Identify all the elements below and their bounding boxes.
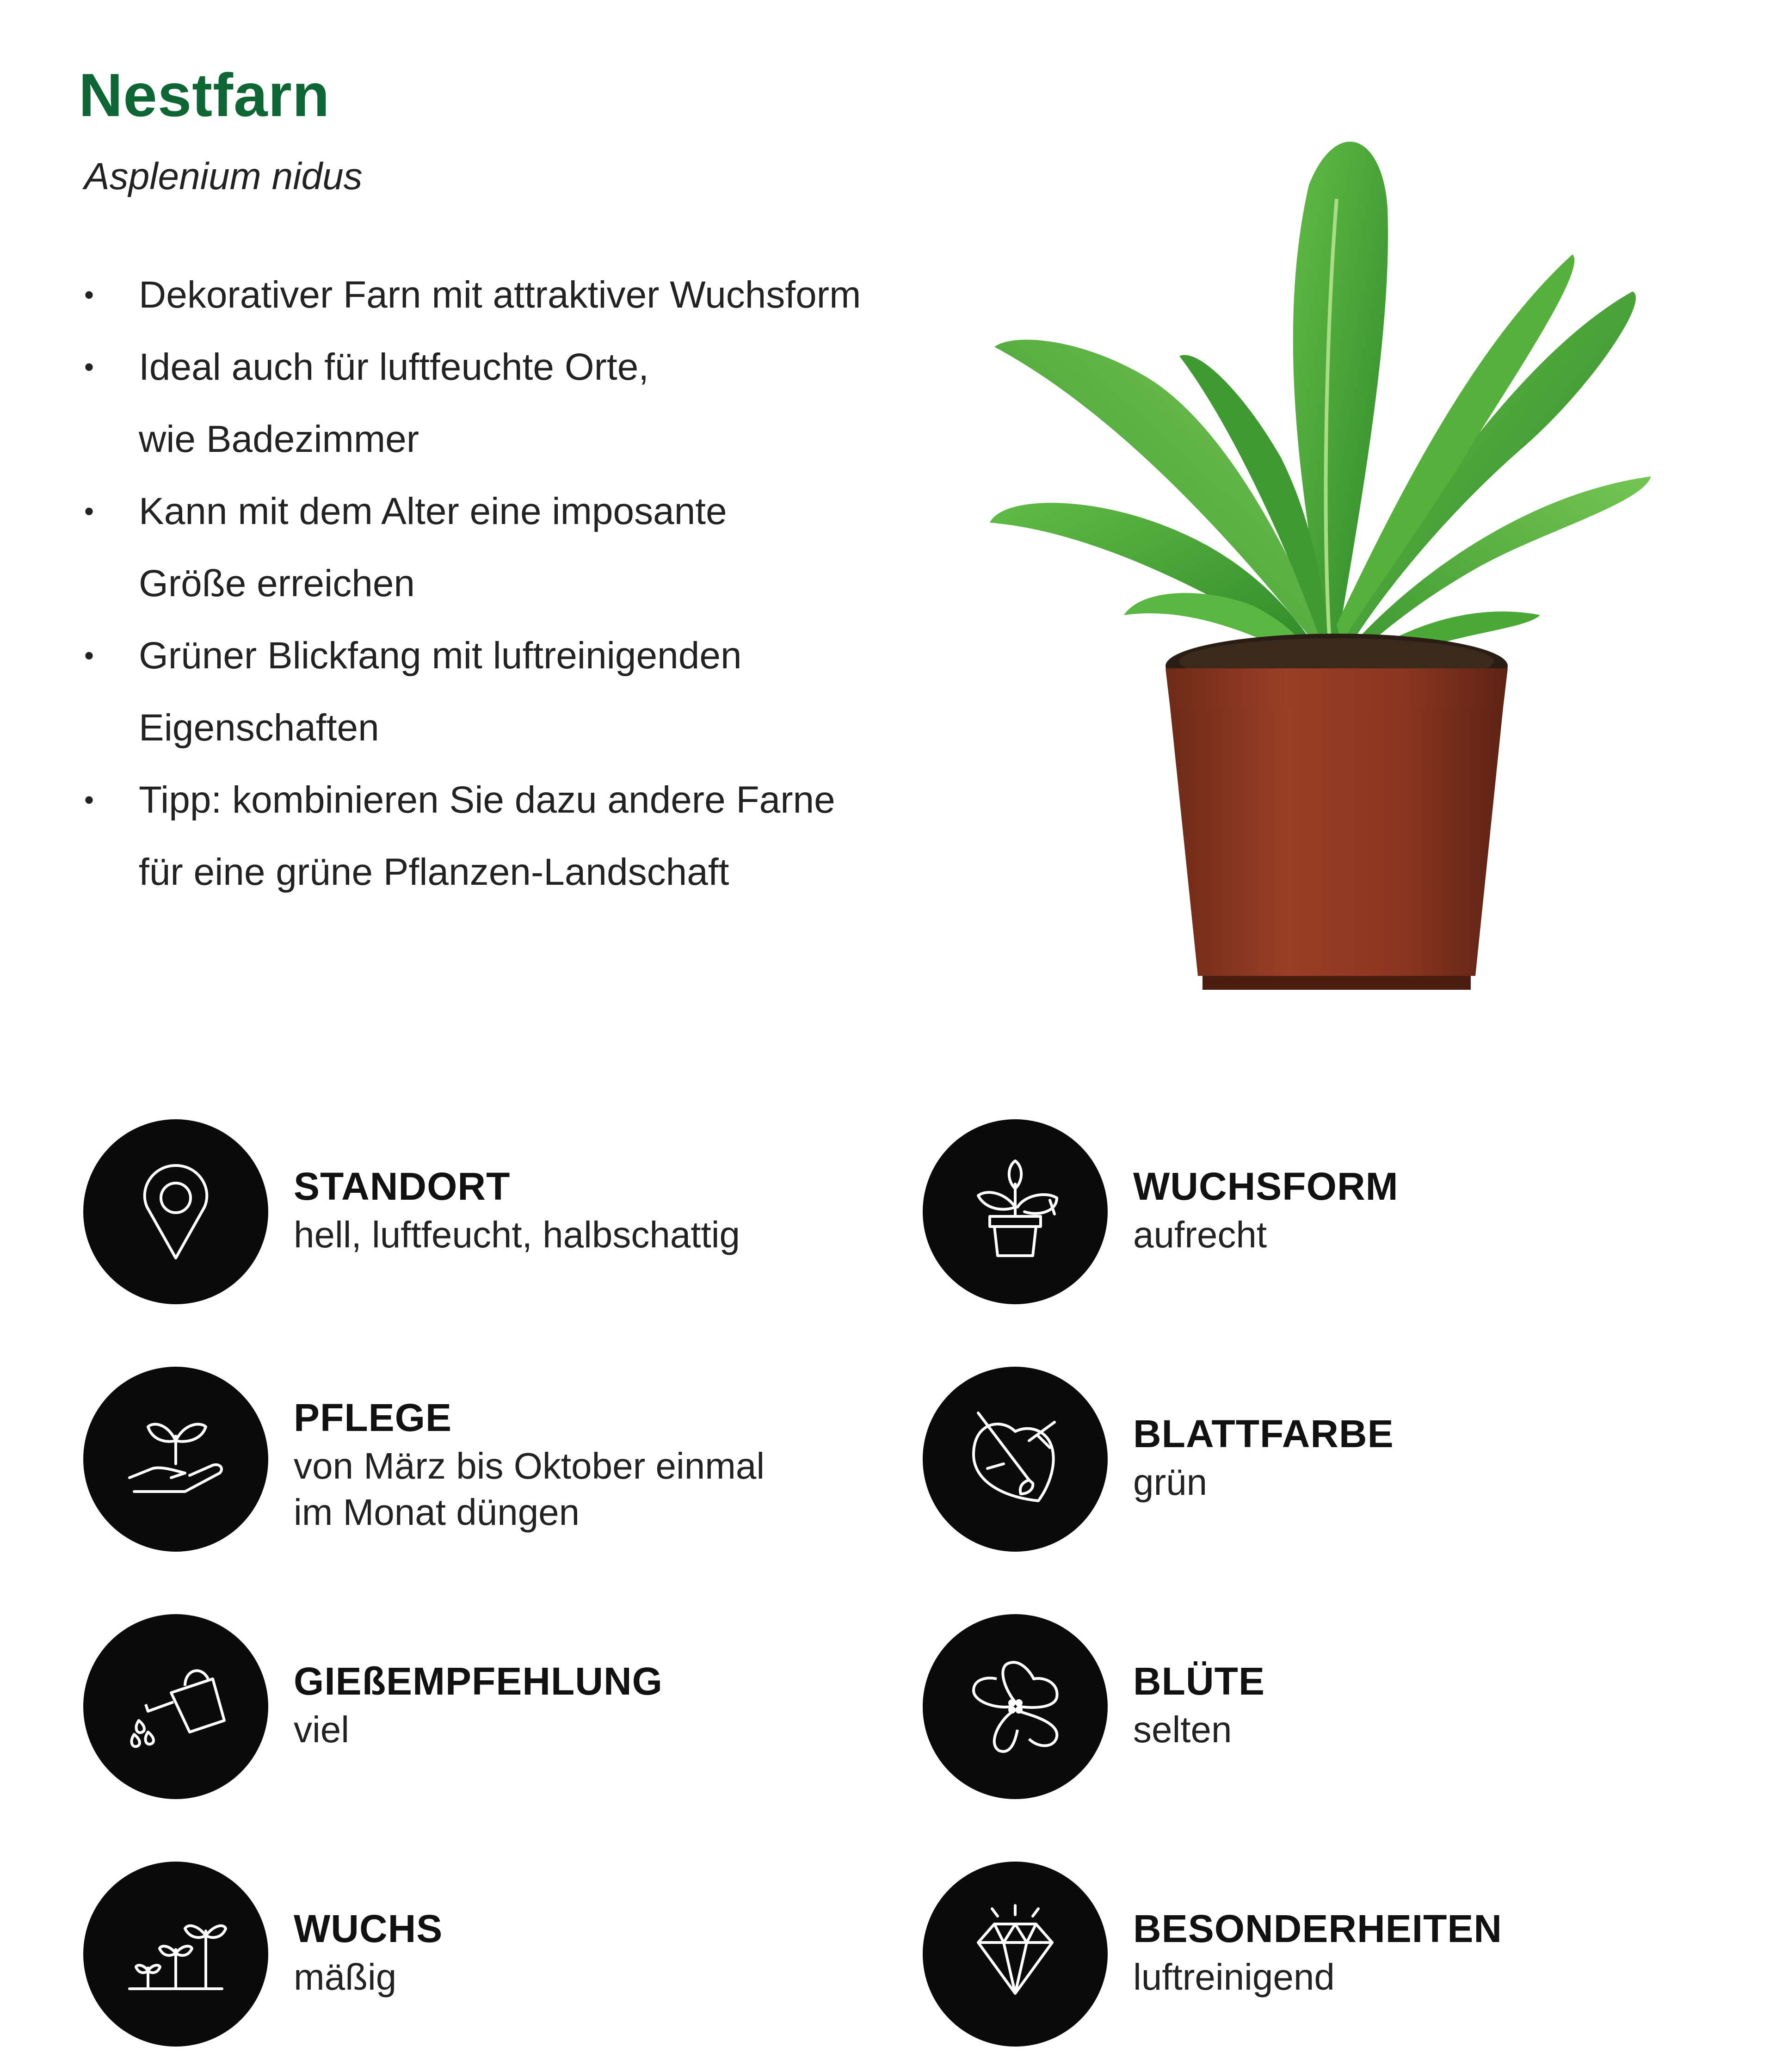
bullet-line: für eine grüne Pflanzen-Landschaft: [139, 851, 729, 893]
wuchs-label: WUCHS: [294, 1907, 443, 1950]
location-pin-icon: [120, 1156, 231, 1267]
bullet-line: Kann mit dem Alter eine imposante: [139, 490, 727, 532]
leaf-brush-icon: [960, 1404, 1071, 1515]
diamond-icon: [960, 1899, 1071, 2010]
besonderheiten-label: BESONDERHEITEN: [1133, 1907, 1503, 1950]
standort-value: hell, luftfeucht, halbschattig: [294, 1214, 740, 1255]
botanical-name: Asplenium nidus: [84, 155, 363, 197]
flower-icon: [960, 1651, 1071, 1762]
pflege-label: PFLEGE: [294, 1396, 452, 1439]
feature-bluete: [923, 1614, 1709, 1799]
pflege-value-line: von März bis Oktober einmal: [294, 1445, 765, 1486]
bullet-dot-icon: •: [84, 496, 94, 527]
wuchs-value: mäßig: [294, 1956, 397, 1998]
bullet-item: [74, 620, 953, 764]
blattfarbe-value: grün: [1133, 1462, 1208, 1503]
blattfarbe-badge: [923, 1367, 1108, 1552]
besonderheiten-badge: [923, 1862, 1108, 2047]
giessen-badge: [83, 1614, 268, 1799]
product-title: Nestfarn: [79, 61, 330, 129]
bullet-item: [74, 259, 953, 331]
blattfarbe-label: BLATTFARBE: [1133, 1412, 1394, 1455]
giessen-value: viel: [294, 1709, 350, 1750]
wuchsform-label: WUCHSFORM: [1133, 1165, 1399, 1208]
wuchs-badge: [83, 1862, 268, 2047]
bullet-line: Größe erreichen: [139, 562, 415, 604]
pflege-value-line: im Monat düngen: [294, 1492, 580, 1533]
bullet-dot-icon: •: [84, 352, 94, 382]
plant-product-image: [985, 116, 1670, 994]
wuchsform-badge: [923, 1119, 1108, 1304]
feature-wuchsform: [923, 1119, 1709, 1304]
bullet-dot-icon: •: [84, 784, 94, 815]
feature-wuchs: [83, 1862, 870, 2047]
wuchsform-value: aufrecht: [1133, 1214, 1267, 1255]
hand-seedling-icon: [120, 1404, 231, 1515]
bullet-item: [74, 764, 953, 908]
bluete-label: BLÜTE: [1133, 1659, 1265, 1703]
feature-besonderheiten: [923, 1862, 1709, 2047]
feature-standort: [83, 1119, 870, 1304]
feature-giessen: [83, 1614, 870, 1799]
potted-plant-icon: [960, 1156, 1071, 1267]
feature-blattfarbe: [923, 1367, 1709, 1552]
standort-label: STANDORT: [294, 1165, 511, 1208]
feature-pflege: [83, 1367, 870, 1552]
watering-can-icon: [120, 1651, 231, 1762]
bullet-line: Grüner Blickfang mit luftreinigenden: [139, 635, 742, 677]
bullet-line: Eigenschaften: [139, 707, 379, 749]
sprouts-icon: [120, 1899, 231, 2010]
besonderheiten-value: luftreinigend: [1133, 1956, 1335, 1998]
bullet-line: Dekorativer Farn mit attraktiver Wuchsform: [139, 274, 861, 316]
feature-bullet-list: [74, 259, 953, 908]
bullet-item: [74, 331, 953, 475]
bluete-value: selten: [1133, 1709, 1232, 1750]
bullet-line: Tipp: kombinieren Sie dazu andere Farne: [139, 779, 835, 821]
bullet-line: wie Badezimmer: [139, 418, 419, 460]
bullet-item: [74, 475, 953, 620]
pflege-badge: [83, 1367, 268, 1552]
giessen-label: GIEßEMPFEHLUNG: [294, 1659, 663, 1703]
bullet-line: Ideal auch für luftfeuchte Orte,: [139, 346, 649, 388]
bluete-badge: [923, 1614, 1108, 1799]
bullet-dot-icon: •: [84, 279, 94, 310]
standort-badge: [83, 1119, 268, 1304]
bullet-dot-icon: •: [84, 640, 94, 671]
